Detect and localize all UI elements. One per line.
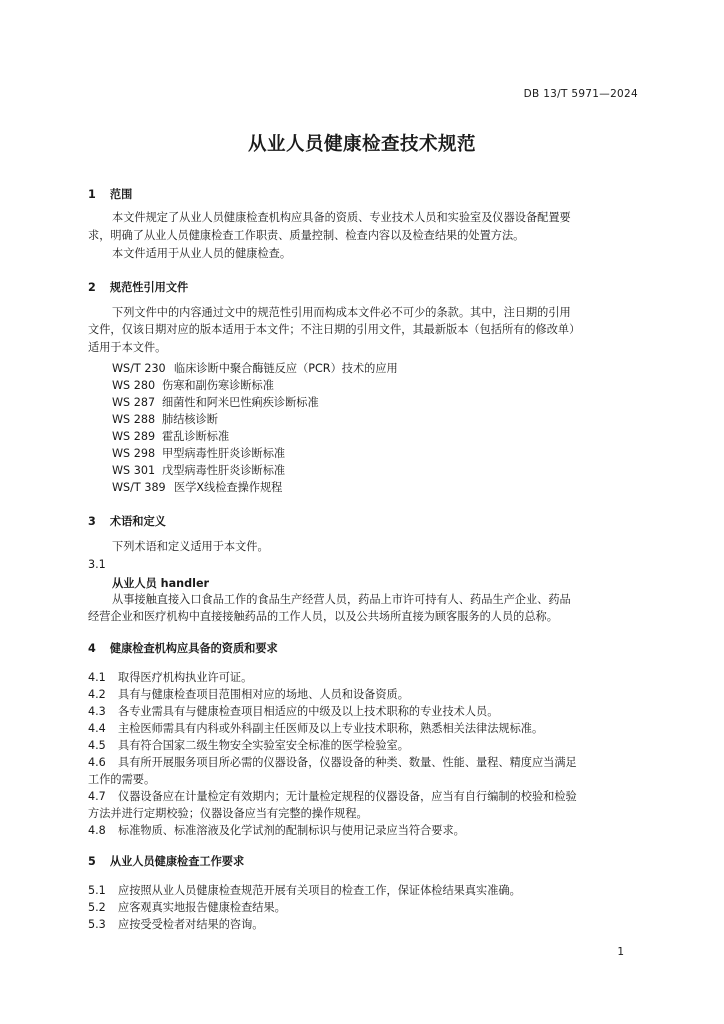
section-title: 规范性引用文件	[109, 281, 189, 294]
reference-item	[112, 462, 285, 478]
reference-title: 临床诊断中聚合酶链反应（PCR）技术的应用	[174, 362, 398, 375]
standard-code: DB 13/T 5971—2024	[523, 88, 638, 100]
reference-title: 医学X线检查操作规程	[174, 481, 283, 494]
section-number: 5	[88, 855, 96, 868]
clause-text: 应客观真实地报告健康检查结果。	[118, 901, 286, 914]
clause-number: 4.5	[88, 739, 106, 752]
paragraph-line: 经营企业和医疗机构中直接接触药品的工作人员，以及公共场所直接为顾客服务的人员的总称。	[88, 610, 558, 623]
reference-title: 甲型病毒性肝炎诊断标准	[162, 447, 286, 460]
clause-item-continuation	[88, 805, 368, 821]
term-number: 3.1	[88, 558, 106, 571]
reference-title: 细菌性和阿米巴性痢疾诊断标准	[162, 396, 319, 409]
reference-item	[112, 411, 218, 427]
clause-text: 具有符合国家二级生物安全实验室安全标准的医学检验室。	[118, 739, 409, 752]
section-2-heading	[88, 279, 188, 295]
section-5-heading	[88, 853, 244, 869]
section-3-heading	[88, 513, 166, 529]
clause-text: 标准物质、标准溶液及化学试剂的配制标识与使用记录应当符合要求。	[118, 824, 465, 837]
reference-item	[112, 428, 229, 444]
clause-text: 方法并进行定期校验；仪器设备应当有完整的操作规程。	[88, 807, 368, 820]
clause-number: 5.3	[88, 918, 106, 931]
reference-item	[112, 479, 282, 495]
section-number: 2	[88, 281, 96, 294]
section-1-heading	[88, 186, 132, 202]
reference-item	[112, 394, 319, 410]
document-title: 从业人员健康检查技术规范	[247, 134, 476, 155]
reference-code: WS 280	[112, 379, 156, 392]
clause-number: 4.4	[88, 722, 106, 735]
clause-item	[88, 882, 521, 898]
reference-item	[112, 445, 285, 461]
term-heading: 从业人员 handler	[112, 577, 210, 590]
clause-text: 应按受受检者对结果的咨询。	[118, 918, 264, 931]
reference-item	[112, 377, 274, 393]
clause-number: 4.6	[88, 756, 106, 769]
reference-title: 戊型病毒性肝炎诊断标准	[162, 464, 286, 477]
section-number: 3	[88, 515, 96, 528]
paragraph-line: 求，明确了从业人员健康检查工作职责、质量控制、检查内容以及检查结果的处置方法。	[88, 229, 525, 242]
clause-item	[88, 737, 409, 753]
reference-title: 伤寒和副伤寒诊断标准	[162, 379, 274, 392]
paragraph-line: 从事接触直接入口食品工作的食品生产经营人员，药品上市许可持有人、药品生产企业、药品	[112, 593, 571, 606]
section-4-heading	[88, 640, 278, 656]
paragraph-line: 下列文件中的内容通过文中的规范性引用而构成本文件必不可少的条款。其中，注日期的引用	[112, 306, 571, 319]
clause-item	[88, 669, 252, 685]
section-title: 术语和定义	[109, 515, 166, 528]
section-title: 从业人员健康检查工作要求	[109, 855, 245, 868]
clause-item	[88, 754, 577, 770]
clause-item	[88, 703, 498, 719]
reference-code: WS 287	[112, 396, 156, 409]
reference-title: 肺结核诊断	[162, 413, 218, 426]
clause-number: 4.1	[88, 671, 106, 684]
reference-item	[112, 360, 398, 376]
clause-text: 应按照从业人员健康检查规范开展有关项目的检查工作，保证体检结果真实准确。	[118, 884, 521, 897]
clause-number: 5.1	[88, 884, 106, 897]
reference-code: WS 289	[112, 430, 156, 443]
paragraph-line: 本文件规定了从业人员健康检查机构应具备的资质、专业技术人员和实验室及仪器设备配置要	[112, 211, 571, 224]
clause-number: 4.8	[88, 824, 106, 837]
clause-item	[88, 916, 263, 932]
clause-text: 仪器设备应在计量检定有效期内；无计量检定规程的仪器设备，应当有自行编制的校验和检验	[118, 790, 577, 803]
clause-item	[88, 899, 286, 915]
section-number: 4	[88, 642, 96, 655]
reference-code: WS 298	[112, 447, 156, 460]
clause-item	[88, 720, 543, 736]
reference-code: WS 288	[112, 413, 156, 426]
section-title: 健康检查机构应具备的资质和要求	[109, 642, 278, 655]
section-number: 1	[88, 188, 96, 201]
paragraph-line: 本文件适用于从业人员的健康检查。	[112, 247, 292, 260]
paragraph-line: 下列术语和定义适用于本文件。	[112, 540, 269, 553]
clause-text: 具有所开展服务项目所必需的仪器设备，仪器设备的种类、数量、性能、量程、精度应当满足	[118, 756, 577, 769]
clause-item	[88, 686, 409, 702]
reference-code: WS/T 230	[112, 362, 166, 375]
clause-number: 4.2	[88, 688, 106, 701]
section-title: 范围	[109, 188, 133, 201]
reference-code: WS 301	[112, 464, 156, 477]
reference-title: 霍乱诊断标准	[162, 430, 230, 443]
clause-item	[88, 788, 577, 804]
clause-item-continuation	[88, 771, 155, 787]
clause-text: 工作的需要。	[88, 773, 156, 786]
reference-code: WS/T 389	[112, 481, 166, 494]
clause-text: 各专业需具有与健康检查项目相适应的中级及以上技术职称的专业技术人员。	[118, 705, 499, 718]
clause-number: 5.2	[88, 901, 106, 914]
clause-text: 具有与健康检查项目范围相对应的场地、人员和设备资质。	[118, 688, 409, 701]
clause-item	[88, 822, 465, 838]
paragraph-line: 文件，仅该日期对应的版本适用于本文件；不注日期的引用文件，其最新版本（包括所有的修改单）	[88, 323, 581, 336]
clause-text: 主检医师需具有内科或外科副主任医师及以上专业技术职称，熟悉相关法律法规标准。	[118, 722, 544, 735]
clause-number: 4.7	[88, 790, 106, 803]
paragraph-line: 适用于本文件。	[88, 341, 167, 354]
clause-text: 取得医疗机构执业许可证。	[118, 671, 253, 684]
clause-number: 4.3	[88, 705, 106, 718]
page-number: 1	[617, 946, 624, 958]
